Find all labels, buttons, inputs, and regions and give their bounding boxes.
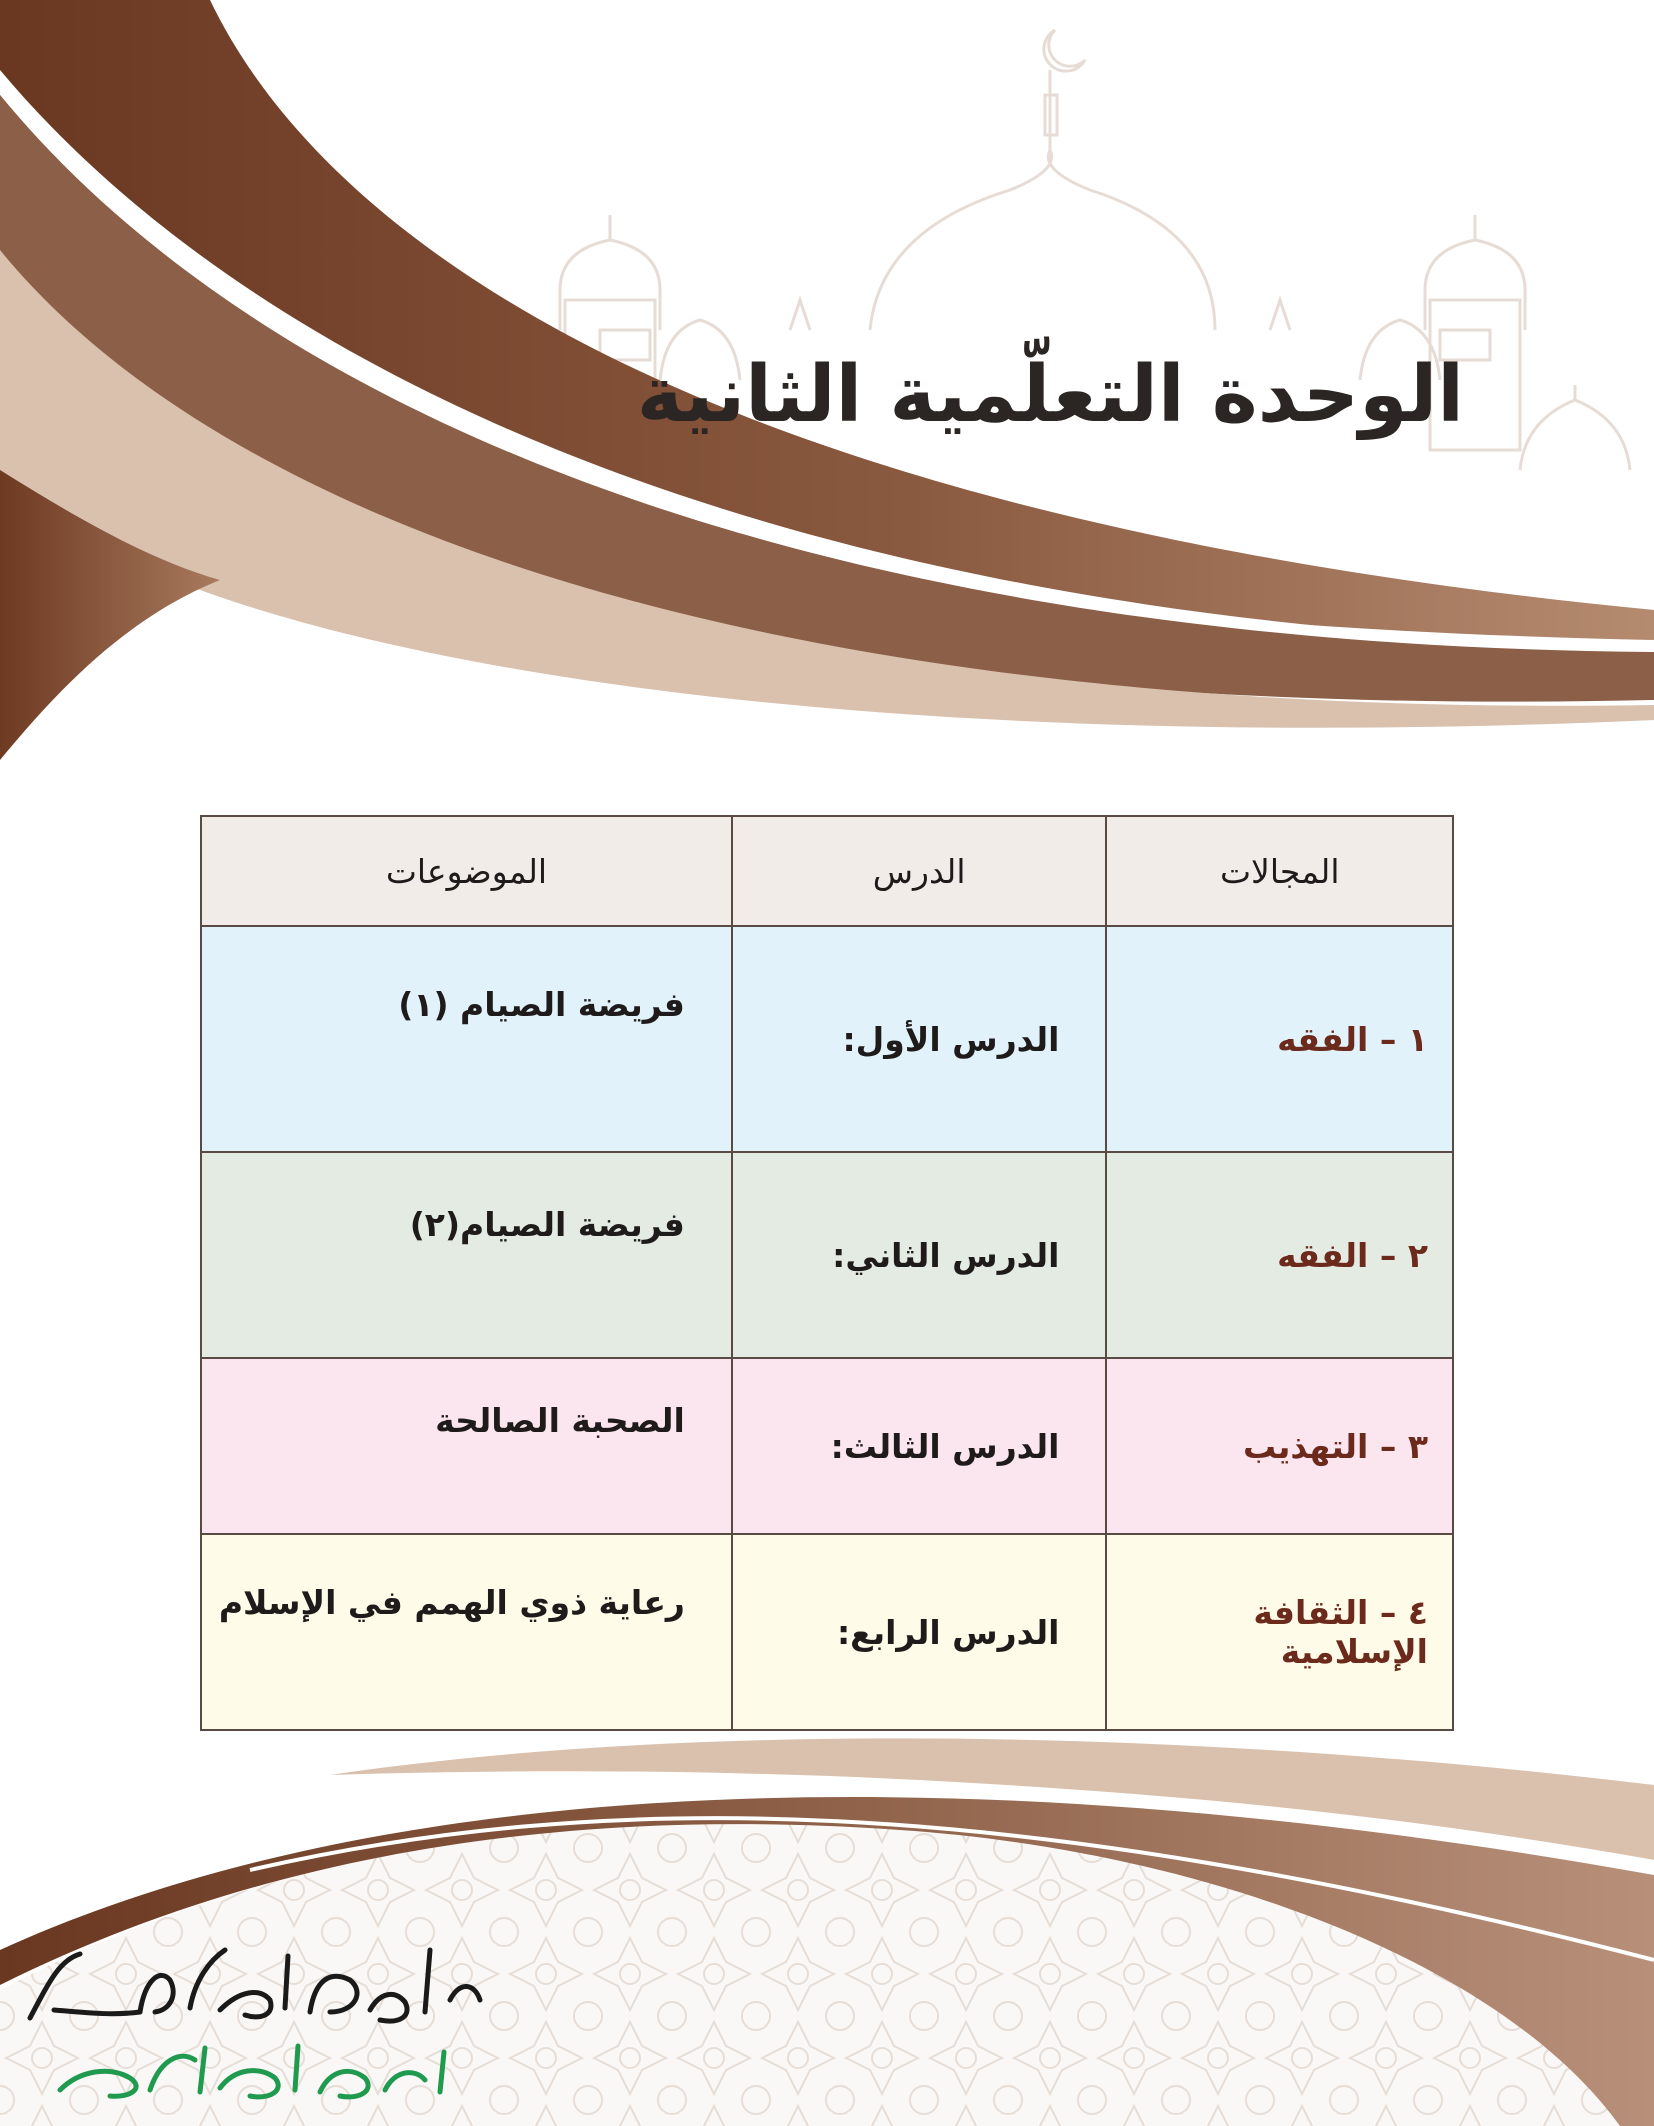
table-row	[201, 1358, 1453, 1534]
domain-cell: ٣ – التهذيب	[1106, 1358, 1453, 1534]
lesson-cell: الدرس الثالث:	[732, 1358, 1107, 1534]
table-header-row	[201, 816, 1453, 926]
domain-cell: ١ – الفقه	[1106, 926, 1453, 1152]
unit-title: الوحدة التعلّمية الثانية	[636, 350, 1464, 440]
header-domains: المجالات	[1106, 816, 1453, 926]
handwritten-signature	[20, 1920, 490, 2110]
lesson-cell: الدرس الثاني:	[732, 1152, 1107, 1358]
lesson-cell: الدرس الأول:	[732, 926, 1107, 1152]
curriculum-table	[200, 815, 1454, 1731]
domain-cell: ٤ – الثقافة الإسلامية	[1106, 1534, 1453, 1730]
header-topics: الموضوعات	[201, 816, 732, 926]
topic-cell: فريضة الصيام (١)	[201, 926, 732, 1152]
table-row	[201, 1534, 1453, 1730]
topic-cell: فريضة الصيام(٢)	[201, 1152, 732, 1358]
topic-cell: الصحبة الصالحة	[201, 1358, 732, 1534]
table-row	[201, 926, 1453, 1152]
table-row	[201, 1152, 1453, 1358]
domain-cell: ٢ – الفقه	[1106, 1152, 1453, 1358]
lesson-cell: الدرس الرابع:	[732, 1534, 1107, 1730]
topic-cell: رعاية ذوي الهمم في الإسلام	[201, 1534, 732, 1730]
header-lesson: الدرس	[732, 816, 1107, 926]
